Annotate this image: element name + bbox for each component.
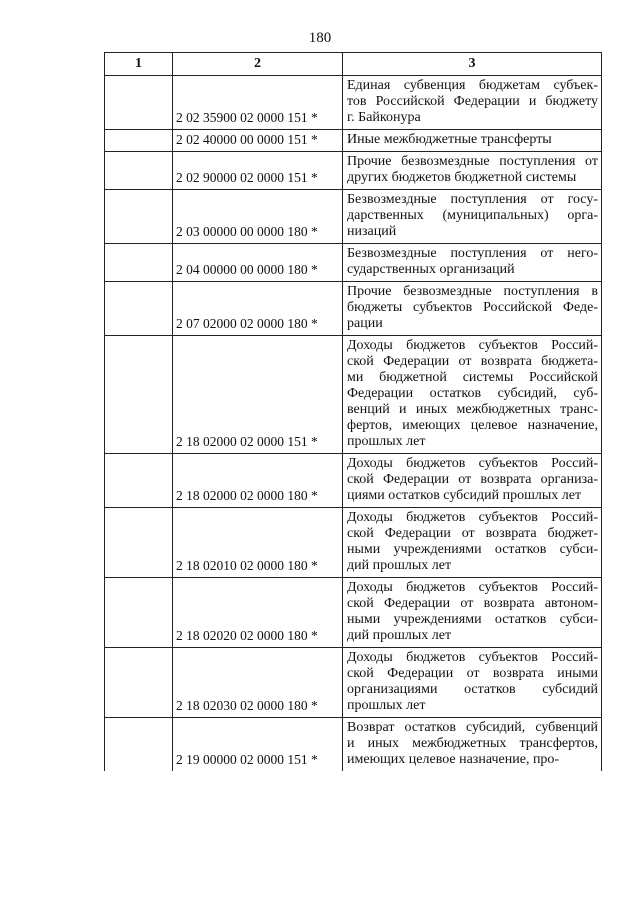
page-number: 180: [308, 30, 332, 46]
table-row: [105, 76, 602, 130]
revenue-name-cell: [343, 718, 602, 772]
revenue-name-line: ными учреждениями остатков субси-: [347, 542, 598, 557]
budget-code-cell: 2 02 35900 02 0000 151 *: [173, 76, 343, 130]
revenue-name-line: тов Российской Федерации и бюджету: [347, 94, 598, 109]
revenue-name-line: ской Федерации от возврата бюджет-: [347, 526, 598, 541]
column-1-cell: [105, 282, 173, 336]
revenue-name-line: Федерации остатков субсидий, суб-: [347, 386, 598, 401]
table-row: [105, 244, 602, 282]
column-1-cell: [105, 130, 173, 152]
revenue-name-line: венций и иных межбюджетных транс-: [347, 402, 598, 417]
table-row: [105, 508, 602, 578]
revenue-name-line: и иных межбюджетных трансфертов,: [347, 736, 598, 751]
table-row: [105, 190, 602, 244]
column-1-cell: [105, 508, 173, 578]
budget-code-cell: 2 18 02000 02 0000 151 *: [173, 336, 343, 454]
column-1-cell: [105, 76, 173, 130]
revenue-name-cell: [343, 336, 602, 454]
revenue-name-line: организациями остатков субсидий: [347, 682, 598, 697]
revenue-name-line: Безвозмездные поступления от него-: [347, 246, 598, 261]
revenue-name-cell: [343, 578, 602, 648]
revenue-name-line: прошлых лет: [347, 698, 426, 713]
revenue-name-line: сударственных организаций: [347, 262, 515, 277]
table-row: [105, 152, 602, 190]
revenue-name-line: бюджеты субъектов Российской Феде-: [347, 300, 598, 315]
revenue-name-line: дарственных (муниципальных) орга-: [347, 208, 598, 223]
budget-code-cell: 2 18 02000 02 0000 180 *: [173, 454, 343, 508]
revenue-name-line: Возврат остатков субсидий, субвенций: [347, 720, 598, 735]
table-row: [105, 578, 602, 648]
revenue-name-cell: [343, 76, 602, 130]
table-body: [105, 76, 602, 772]
revenue-name-cell: [343, 508, 602, 578]
budget-code-cell: 2 18 02020 02 0000 180 *: [173, 578, 343, 648]
budget-code-cell: 2 02 90000 02 0000 151 *: [173, 152, 343, 190]
column-1-cell: [105, 578, 173, 648]
column-1-cell: [105, 336, 173, 454]
revenue-name-line: низаций: [347, 224, 397, 239]
revenue-name-line: других бюджетов бюджетной системы: [347, 170, 577, 185]
budget-code-cell: 2 02 40000 00 0000 151 *: [173, 130, 343, 152]
revenue-name-line: Доходы бюджетов субъектов Россий-: [347, 456, 598, 471]
revenue-name-line: дий прошлых лет: [347, 558, 452, 573]
column-header-1: 1: [105, 53, 173, 76]
revenue-name-cell: [343, 130, 602, 152]
revenue-name-line: Доходы бюджетов субъектов Россий-: [347, 338, 598, 353]
table-row: [105, 336, 602, 454]
revenue-name-line: циями остатков субсидий прошлых лет: [347, 488, 582, 503]
column-1-cell: [105, 454, 173, 508]
table-row: [105, 282, 602, 336]
table-row: [105, 718, 602, 772]
revenue-name-line: Прочие безвозмездные поступления в: [347, 284, 598, 299]
budget-code-cell: 2 04 00000 00 0000 180 *: [173, 244, 343, 282]
revenue-name-cell: [343, 190, 602, 244]
budget-code-cell: 2 07 02000 02 0000 180 *: [173, 282, 343, 336]
revenue-codes-table: [104, 52, 602, 771]
column-1-cell: [105, 244, 173, 282]
revenue-name-line: дий прошлых лет: [347, 628, 452, 643]
revenue-name-line: Прочие безвозмездные поступления от: [347, 154, 598, 169]
revenue-name-line: г. Байконура: [347, 110, 421, 125]
revenue-name-line: фертов, имеющих целевое назначение,: [347, 418, 598, 433]
revenue-name-line: ской Федерации от возврата автоном-: [347, 596, 598, 611]
revenue-name-line: Доходы бюджетов субъектов Россий-: [347, 510, 598, 525]
column-header-2: 2: [173, 53, 343, 76]
revenue-name-line: ской Федерации от возврата иными: [347, 666, 598, 681]
revenue-name-cell: [343, 454, 602, 508]
budget-code-cell: 2 18 02030 02 0000 180 *: [173, 648, 343, 718]
revenue-name-line: рации: [347, 316, 383, 331]
column-1-cell: [105, 718, 173, 772]
revenue-name-cell: [343, 282, 602, 336]
table-row: [105, 130, 602, 152]
table-row: [105, 648, 602, 718]
revenue-name-line: имеющих целевое назначение, про-: [347, 752, 560, 767]
budget-code-cell: 2 18 02010 02 0000 180 *: [173, 508, 343, 578]
revenue-name-line: ми бюджетной системы Российской: [347, 370, 598, 385]
revenue-name-cell: [343, 152, 602, 190]
column-1-cell: [105, 190, 173, 244]
revenue-name-line: Единая субвенция бюджетам субъек-: [347, 78, 598, 93]
revenue-name-line: ской Федерации от возврата бюджета-: [347, 354, 598, 369]
revenue-name-cell: [343, 648, 602, 718]
budget-code-cell: 2 03 00000 00 0000 180 *: [173, 190, 343, 244]
column-header-3: 3: [343, 53, 602, 76]
column-1-cell: [105, 648, 173, 718]
revenue-name-line: Доходы бюджетов субъектов Россий-: [347, 580, 598, 595]
revenue-name-line: ными учреждениями остатков субси-: [347, 612, 598, 627]
revenue-name-cell: [343, 244, 602, 282]
table-header-row: [105, 53, 602, 76]
revenue-name-line: Безвозмездные поступления от госу-: [347, 192, 598, 207]
table-row: [105, 454, 602, 508]
revenue-name-line: Доходы бюджетов субъектов Россий-: [347, 650, 598, 665]
revenue-name-line: Иные межбюджетные трансферты: [347, 132, 552, 147]
budget-code-cell: 2 19 00000 02 0000 151 *: [173, 718, 343, 772]
column-1-cell: [105, 152, 173, 190]
revenue-name-line: ской Федерации от возврата организа-: [347, 472, 598, 487]
revenue-name-line: прошлых лет: [347, 434, 426, 449]
